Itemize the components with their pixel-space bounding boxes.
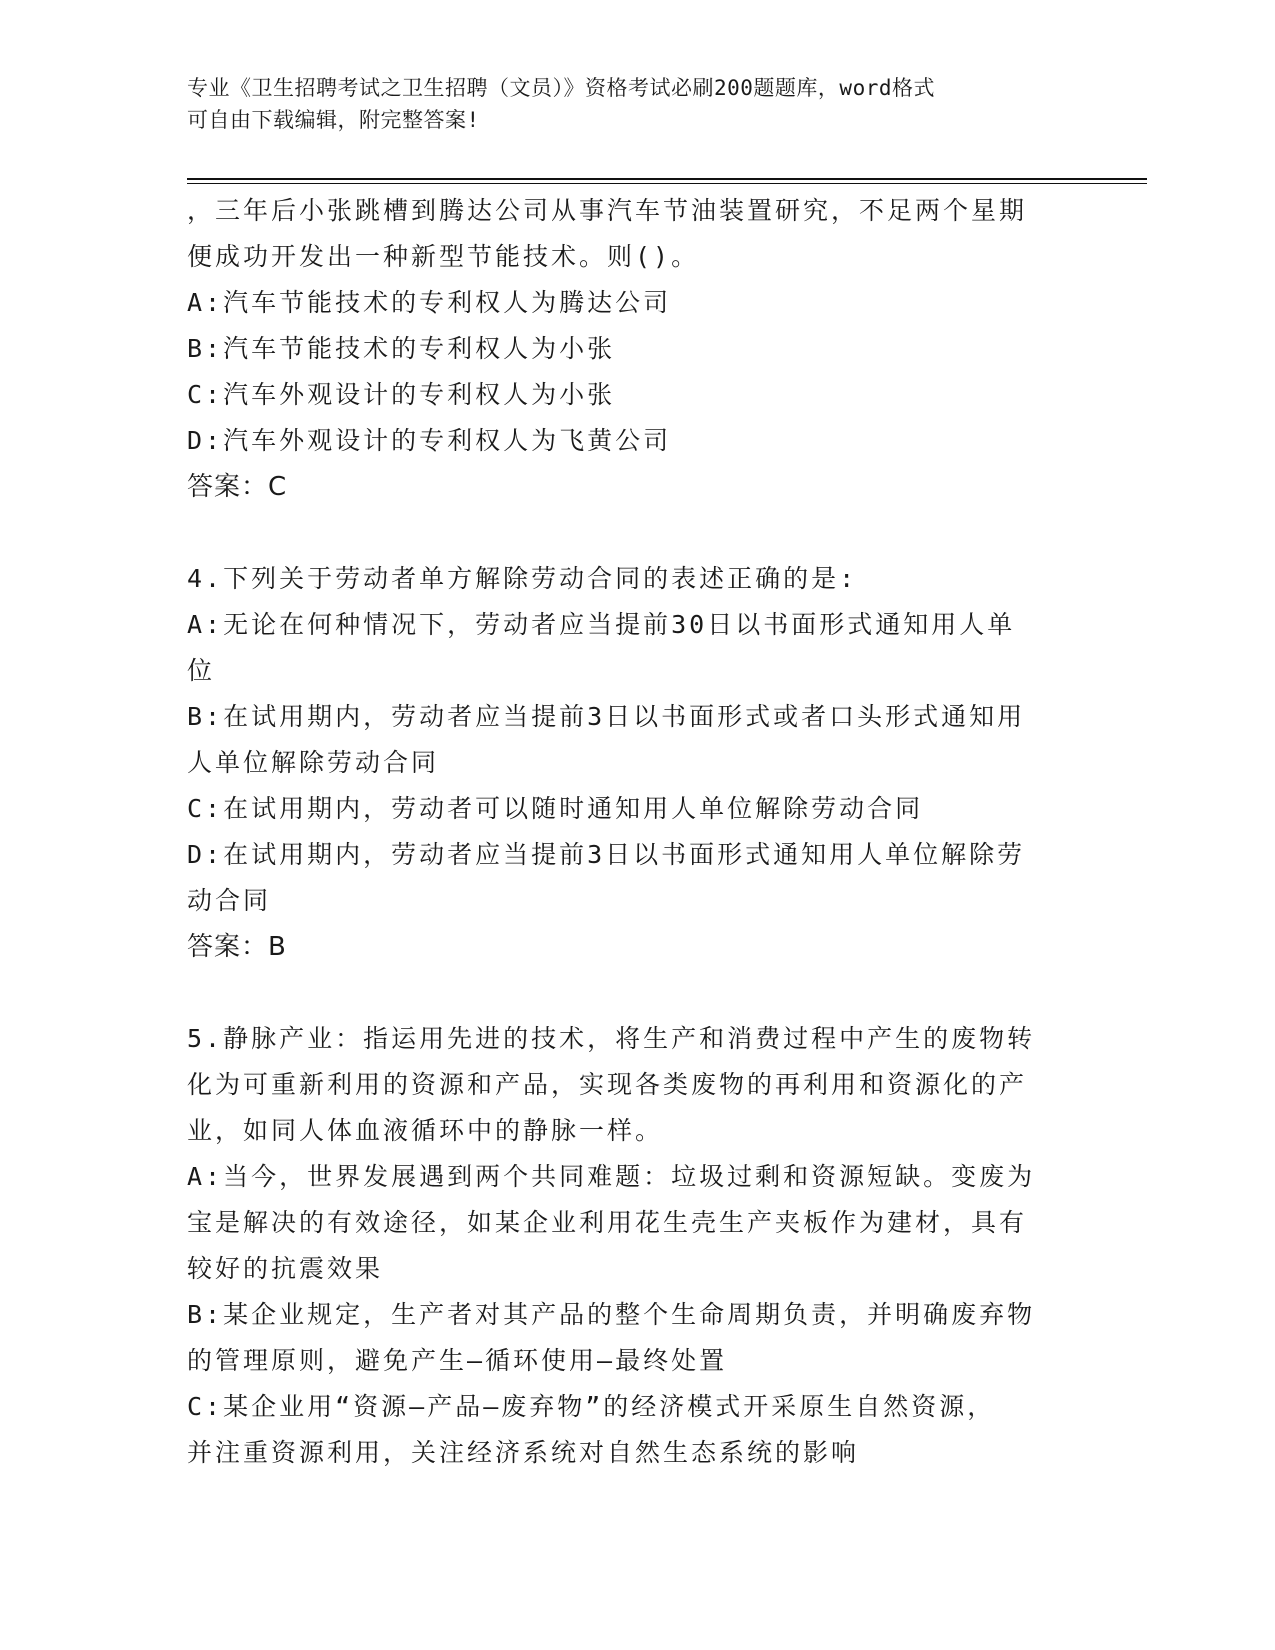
question-5-stem-line-2: 化为可重新利用的资源和产品，实现各类废物的再利用和资源化的产 (187, 1070, 1028, 1099)
option-text-line: A:汽车节能技术的专利权人为腾达公司 (187, 288, 672, 317)
option-text-line: C:某企业用“资源—产品—废弃物”的经济模式开采原生自然资源， (187, 1392, 996, 1421)
option-text-line: 动合同 (187, 886, 272, 915)
question-4-option-b (187, 694, 1087, 786)
option-text-line: 宝是解决的有效途径，如某企业利用花生壳生产夹板作为建材，具有 (187, 1208, 1028, 1237)
option-text-line: 较好的抗震效果 (187, 1254, 384, 1283)
question-3-stem-line-1: ，三年后小张跳槽到腾达公司从事汽车节油装置研究，不足两个星期 (187, 196, 1028, 225)
question-3 (187, 188, 1087, 510)
header-rule-thin (187, 183, 1147, 184)
header-line-1: 专业《卫生招聘考试之卫生招聘（文员）》资格考试必刷200题题库，word格式 (187, 76, 935, 100)
question-3-option-c (187, 372, 1087, 418)
question-4-option-d (187, 832, 1087, 924)
question-3-option-b (187, 326, 1087, 372)
option-text-line: B:在试用期内，劳动者应当提前3日以书面形式或者口头形式通知用 (187, 702, 1026, 731)
question-4-stem-line-1: 4.下列关于劳动者单方解除劳动合同的表述正确的是: (187, 564, 858, 593)
question-5-option-a (187, 1154, 1087, 1292)
option-text-line: D:汽车外观设计的专利权人为飞黄公司 (187, 426, 672, 455)
question-3-option-d (187, 418, 1087, 464)
option-text-line: 位 (187, 656, 216, 685)
question-4-answer: 答案：B (187, 932, 287, 962)
spacer (187, 510, 1087, 556)
question-4 (187, 556, 1087, 970)
header-rule-thick (187, 178, 1147, 180)
option-text-line: C:在试用期内，劳动者可以随时通知用人单位解除劳动合同 (187, 794, 924, 823)
option-text-line: B:汽车节能技术的专利权人为小张 (187, 334, 616, 363)
question-3-option-a (187, 280, 1087, 326)
option-text-line: A:无论在何种情况下，劳动者应当提前30日以书面形式通知用人单 (187, 610, 1016, 639)
question-5-option-c (187, 1384, 1087, 1476)
option-text-line: 的管理原则，避免产生—循环使用—最终处置 (187, 1346, 728, 1375)
option-text-line: D:在试用期内，劳动者应当提前3日以书面形式通知用人单位解除劳 (187, 840, 1026, 869)
question-5-stem-line-1: 5.静脉产业：指运用先进的技术，将生产和消费过程中产生的废物转 (187, 1024, 1036, 1053)
header-line-2: 可自由下载编辑，附完整答案! (187, 108, 480, 132)
option-text-line: 人单位解除劳动合同 (187, 748, 440, 777)
question-4-option-a (187, 602, 1087, 694)
option-text-line: B:某企业规定，生产者对其产品的整个生命周期负责，并明确废弃物 (187, 1300, 1036, 1329)
question-5-option-b (187, 1292, 1087, 1384)
question-4-option-c (187, 786, 1087, 832)
option-text-line: 并注重资源利用，关注经济系统对自然生态系统的影响 (187, 1438, 860, 1467)
option-text-line: A:当今，世界发展遇到两个共同难题：垃圾过剩和资源短缺。变废为 (187, 1162, 1036, 1191)
question-3-answer: 答案：C (187, 472, 288, 502)
spacer (187, 970, 1087, 1016)
document-body (187, 188, 1087, 1476)
question-5 (187, 1016, 1087, 1476)
option-text-line: C:汽车外观设计的专利权人为小张 (187, 380, 616, 409)
question-5-stem-line-3: 业，如同人体血液循环中的静脉一样。 (187, 1116, 664, 1145)
document-header (187, 72, 1087, 136)
question-3-stem-line-2: 便成功开发出一种新型节能技术。则()。 (187, 242, 700, 271)
